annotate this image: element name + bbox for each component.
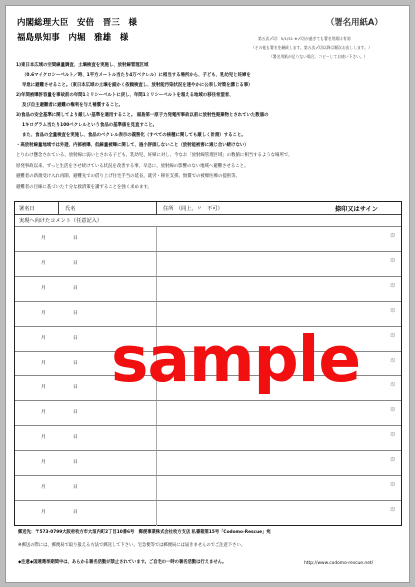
demand-line: ・高放射線量地域では外遊、内部被曝、低線量被曝に関して、過小評価しないこと（放射能被害に通じ合い続けない） — [16, 143, 249, 148]
demand-line: また、食品の全量検査を実施し、食品のベクレル表示の義務化（すべての核種に関しても厳しく計測）すること。 — [22, 133, 246, 138]
day-label: 日 — [73, 485, 78, 490]
row-divider — [156, 476, 157, 501]
row-divider — [156, 227, 157, 252]
explanation-line: 避難者の新規受け入れ再開、避難先での借り上げ住宅手当の延長、就労・移住支援、無償での被爆医療の提供等。 — [16, 174, 240, 179]
month-label: 月 — [41, 410, 46, 416]
explanation-line: 原発事故以来、ずっと生活をさせ続けている状況を改善する事、早急に、放射線の影響のない地域へ避難させること。 — [16, 163, 249, 169]
col-sign-header: 捺印又はサイン — [335, 206, 378, 213]
row-divider — [156, 252, 157, 277]
comment-label: 実現へ向けたコメント（任意記入） — [19, 218, 103, 224]
signature-row[interactable] — [15, 425, 401, 451]
signature-row[interactable] — [15, 226, 401, 252]
row-divider — [156, 426, 157, 451]
day-label: 日 — [73, 310, 78, 316]
deadline-note: 第五次〆切：5/1/31 ※〆切が過ぎても署名用紙は有効 — [258, 36, 351, 41]
stamp-label: 印 — [390, 458, 395, 464]
day-label: 日 — [73, 236, 78, 241]
row-divider — [156, 401, 157, 426]
footer-caution: ◆注意◆国連選挙期間中は、あらかる署名活動が禁止されています。ご自宅の一時の署名活動は行えません。 — [18, 560, 227, 565]
stamp-label: 印 — [390, 358, 395, 364]
stamp-label: 印 — [390, 333, 395, 339]
stamp-label: 印 — [390, 283, 395, 289]
explanation — [16, 151, 293, 193]
sample-watermark: sample — [111, 323, 361, 396]
day-label: 日 — [73, 285, 78, 291]
note-line-2: （署名用紙が足りない場合、コピーしてお使い下さい。） — [269, 54, 368, 59]
col-name-header: 氏名 — [65, 206, 76, 212]
demand-line: 1)東日本広域の空間線量調査、土壌検査を実施し、放射線管理区域 — [16, 63, 149, 68]
petition-sheet — [5, 5, 410, 583]
signature-row[interactable] — [15, 450, 401, 476]
demands-list — [16, 61, 268, 151]
row-divider — [156, 277, 157, 302]
signature-row[interactable] — [15, 251, 401, 277]
demand-line: 及び自主避難者に避難の権利を与え補償すること。 — [22, 103, 123, 108]
signature-row[interactable] — [15, 276, 401, 302]
stamp-label: 印 — [390, 383, 395, 389]
month-label: 月 — [41, 310, 46, 316]
col-date-header: 署名日 — [19, 206, 35, 212]
note-line-1: （その他も署名を継続します。第五次〆切以降は順次お出しします。） — [251, 45, 372, 50]
day-label: 日 — [73, 335, 78, 341]
addressee-line-2: 福島県知事 内堀 雅雄 様 — [17, 32, 129, 42]
day-label: 日 — [73, 410, 78, 416]
month-label: 月 — [41, 236, 46, 241]
demand-line: 3)食品の安全基準に関してより厳しい基準を適用すること。 福島第一原子力発電所事故以前に放射性廃棄物とされていた数値の — [16, 113, 269, 118]
row-divider — [156, 501, 157, 526]
month-label: 月 — [41, 435, 46, 441]
month-label: 月 — [41, 485, 46, 490]
form-name: （署名用紙A） — [326, 17, 383, 27]
explanation-line: とりわけ懸念されている、放射線に弱いとされる子ども、乳幼児、妊婦に対し、今なお「放射線管理区域」の数値に相当するような場所で、 — [16, 153, 293, 158]
month-label: 月 — [41, 285, 46, 291]
stamp-label: 印 — [390, 258, 395, 264]
day-label: 日 — [73, 260, 78, 266]
signature-row[interactable] — [15, 500, 401, 526]
stamp-label: 印 — [390, 433, 395, 439]
day-label: 日 — [73, 385, 78, 391]
addressee-line-1: 内閣総理大臣 安倍 晋三 様 — [17, 17, 138, 27]
day-label: 日 — [73, 460, 78, 466]
footer-mailing-address: 郵送先：〒573-0799大阪府枚方市大垣内町2丁目10番6号 郵便事業株式会社枚方支店 私書箱第15号「Codomo-Rescue」宛 — [18, 530, 271, 535]
month-label: 月 — [41, 260, 46, 266]
footer-mailing-note: ※郵送の際には、郵便局で取り扱える方法で郵送して下さい。宅急便等では郵便局には届きませんのでご注意下さい。 — [18, 543, 246, 548]
stamp-label: 印 — [390, 483, 395, 488]
stamp-label: 印 — [390, 234, 395, 239]
footer-url[interactable]: http://www.codomo-rescue.net/ — [304, 561, 374, 566]
col-address-header: 住所 （同上、〃 不可） — [163, 206, 223, 212]
month-label: 月 — [41, 509, 46, 515]
day-label: 日 — [73, 360, 78, 366]
demand-line: （0.6マイクロシーベルト／時、1平方メートル当たり4万ベクレル）に相当する場所から、子ども、乳幼児と妊婦を — [22, 73, 251, 78]
demand-line: 早急に避難させること。（東日本広域の土壌を細かく依頼検査し、放射能汚染状況を速やかに公表し対策を講じる事） — [22, 83, 253, 88]
signature-row[interactable] — [15, 475, 401, 501]
month-label: 月 — [41, 460, 46, 466]
stamp-label: 印 — [390, 507, 395, 513]
stamp-label: 印 — [390, 308, 395, 314]
demand-line: 1キログラム当たり100ベクレルという食品の基準値を見直すこと。 — [22, 123, 158, 128]
month-label: 月 — [41, 335, 46, 341]
signature-row[interactable] — [15, 400, 401, 426]
day-label: 日 — [73, 435, 78, 441]
demand-line: 2)年間被曝許容量を事故前の年間1ミリシーベルトに戻し、年間1ミリシーベルトを超える地域の移住希望者、 — [16, 93, 234, 98]
month-label: 月 — [41, 385, 46, 391]
month-label: 月 — [41, 360, 46, 366]
stamp-label: 印 — [390, 408, 395, 414]
day-label: 日 — [73, 509, 78, 515]
explanation-line: 避難者の目線に基づいた十分な救済策を講ずることを強く求めます。 — [16, 184, 152, 190]
row-divider — [156, 451, 157, 476]
